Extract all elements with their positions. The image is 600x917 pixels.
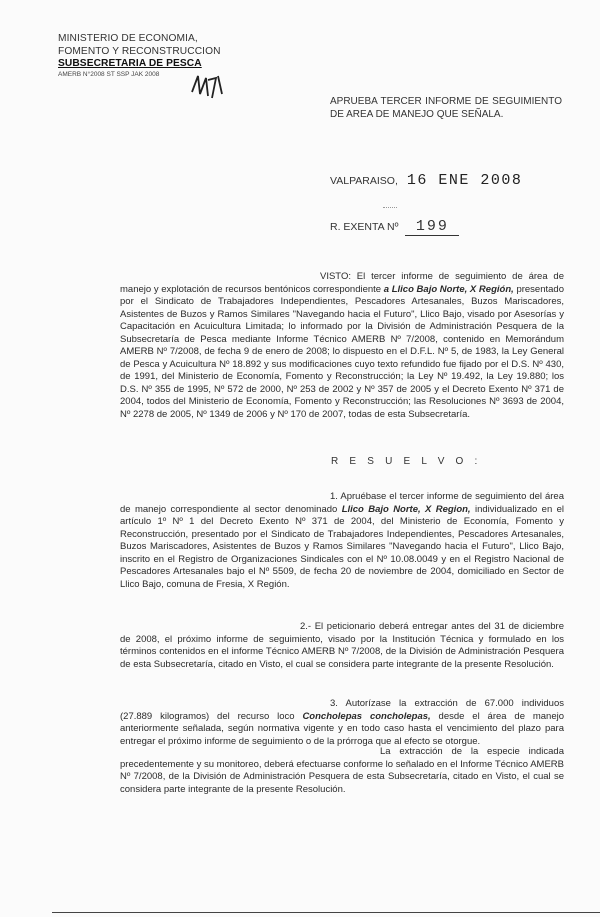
item-1-paragraph bbox=[120, 491, 564, 591]
item-1-location: Llico Bajo Norte, X Region, bbox=[341, 503, 471, 515]
place-and-date bbox=[330, 172, 522, 189]
ministry-header bbox=[58, 33, 258, 79]
visto-location: a Llico Bajo Norte, X Región, bbox=[383, 283, 514, 295]
visto-text-2: presentado por el Sindicato de Trabajadores Independientes, Pescadores Artesanales, Buzos Mariscadores, Asistentes de Buzos y Ramos Similares "Navegando hacia el Futuro", Llico Bajo, visado por Asesorías y Capacitación en Acuicultura Limitada; lo informado por la División de Administración Pesquera de la Subsecretaría de Pesca mediante Informe Técnico AMERB Nº 7/2008, contenido en Memorándum AMERB Nº 7/2008, de fecha 9 de enero de 2008; lo dispuesto en el D.F.L. Nº 5, de 1983, la Ley General de Pesca y Acuicultura Nº 18.892 y sus modificaciones cuyo texto refundido fue fijado por el D.S. Nº 430, de 1991, del Ministerio de Economía, Fomento y Reconstrucción; la Ley Nº 19.492, la Ley 19.880; los D.S. Nº 355 de 1995, Nº 572 de 2000, Nº 253 de 2002 y Nº 357 de 2005 y el Decreto Exento Nº 371 de 2004, todos del Ministerio de Economía, Fomento y Reconstrucción; las Resoluciones Nº 3693 de 2004, Nº 2278 de 2005, Nº 1349 de 2006 y Nº 170 de 2007, todas de esta Subsecretaría. bbox=[120, 283, 564, 421]
item-3-text-b: desde el área de manejo anteriormente señalada, según normativa vigente y en todo caso hasta el vencimiento del plazo para entregar el próximo informe de seguimiento o de la prórroga que al efecto se otorgue. bbox=[120, 710, 565, 747]
document-subject: APRUEBA TERCER INFORME DE SEGUIMIENTO DE AREA DE MANEJO QUE SEÑALA. bbox=[330, 96, 562, 120]
item-3-species: Concholepas concholepas, bbox=[302, 710, 431, 722]
item-4-paragraph: La extracción de la especie indicada precedentemente y su monitoreo, deberá efectuarse conforme lo señalado en el Informe Técnico AMERB Nº 7/2008, de la División de Administración Pesquera de esta Subsecretaría, citado en Visto, el cual se considera parte integrante de la presente Resolución. bbox=[120, 746, 564, 795]
item-2-paragraph: 2.- El peticionario deberá entregar antes del 31 de diciembre de 2008, el próximo informe de seguimiento, visado por la Institución Técnica y formulado en los términos contenidos en el informe Técnico AMERB Nº 7/2008, de la División de Administración Pesquera de esta Subsecretaría, citado en Visto, el cual se considera parte integrante de la presente Resolución. bbox=[120, 621, 564, 670]
item-3-text-a: 3. Autorízase la extracción de 67.000 individuos (27.889 kilogramos) del recurso loco bbox=[120, 698, 564, 722]
place-label: VALPARAISO, bbox=[330, 175, 398, 187]
visto-text-1: VISTO: El tercer informe de seguimiento de área de manejo y explotación de recursos bentónicos correspondiente bbox=[120, 271, 564, 295]
subsecretaria-line: SUBSECRETARIA DE PESCA bbox=[58, 58, 202, 70]
ink-mark bbox=[383, 207, 397, 208]
item-3-paragraph bbox=[120, 698, 564, 748]
item-1-text-a: 1. Apruébase el tercer informe de seguimiento del área de manejo correspondiente al sector denominado bbox=[120, 491, 564, 515]
resolution-number-block bbox=[330, 218, 459, 236]
page-bottom-rule bbox=[52, 912, 600, 913]
resuelvo-heading: R E S U E L V O : bbox=[331, 456, 482, 467]
ministry-line-1: MINISTERIO DE ECONOMIA, bbox=[58, 33, 198, 44]
visto-paragraph bbox=[120, 271, 564, 422]
reference-code: AMERB N°2008 ST SSP JAK 2008 bbox=[58, 70, 160, 78]
initials-signature-icon bbox=[188, 72, 228, 100]
ministry-line-2: FOMENTO Y RECONSTRUCCION bbox=[58, 45, 221, 57]
resolution-label: R. EXENTA Nº bbox=[330, 221, 399, 233]
resolution-number: 199 bbox=[405, 218, 459, 236]
item-1-text-b: individualizado en el artículo 1º Nº 1 del Decreto Exento Nº 371 de 2004, del Ministerio de Economía, Fomento y Reconstrucción, presentado por el Sindicato de Trabajadores Independientes, Pescadores Artesanales, Buzos Mariscadores, Asistentes de Buzos y Ramos Similares "Navegando hacia el Futuro", Llico Bajo, inscrito en el Registro de Organizaciones Sindicales con el Nº 10.08.0049 y en el Registro Nacional de Pescadores Artesanales bajo el Nº 5509, de fecha 20 de noviembre de 2004, domiciliado en Sector de Llico Bajo, comuna de Fresia, X Región. bbox=[120, 503, 564, 590]
date-stamp: 16 ENE 2008 bbox=[406, 172, 523, 189]
